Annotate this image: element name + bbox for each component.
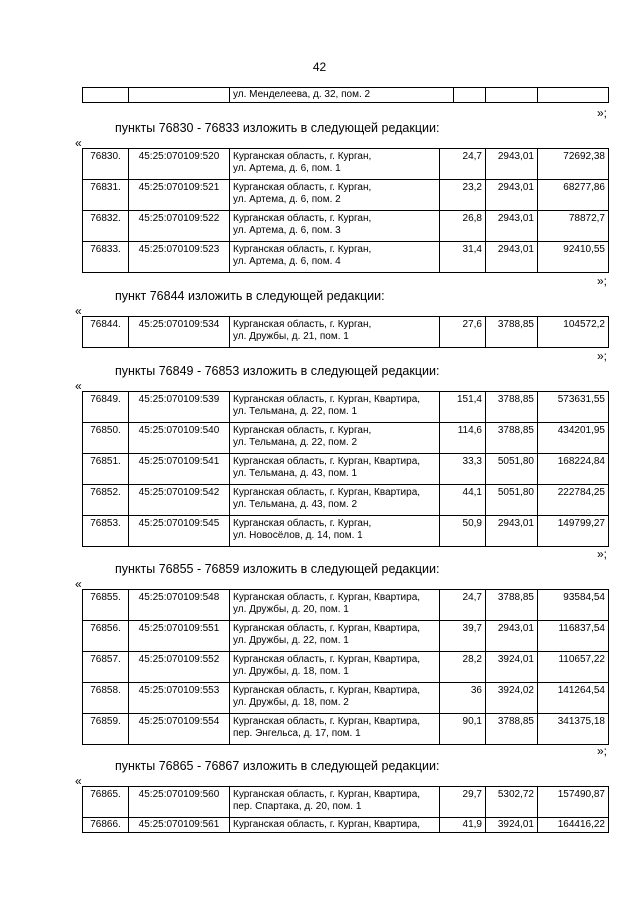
address-line-1: Курганская область, г. Курган,	[233, 213, 372, 224]
cell-total: 68277,86	[538, 180, 609, 211]
cell-area: 23,2	[440, 180, 486, 211]
cell-address	[230, 149, 440, 180]
table-row	[83, 317, 609, 348]
cell-address	[230, 317, 440, 348]
cell-address	[230, 683, 440, 714]
address-line-2: ул. Дружбы, д. 22, пом. 1	[233, 635, 349, 646]
page-number: 42	[312, 60, 327, 74]
cell-cad: 45:25:070109:553	[129, 683, 230, 714]
cell-total: 149799,27	[538, 516, 609, 547]
table-row	[83, 621, 609, 652]
address-line-1: Курганская область, г. Курган,	[233, 319, 372, 330]
cell-area: 29,7	[440, 787, 486, 818]
table-row	[83, 454, 609, 485]
cell-cad: 45:25:070109:554	[129, 714, 230, 745]
opening-quote: «	[75, 136, 82, 150]
cell-area: 44,1	[440, 485, 486, 516]
cell-num: 76858.	[83, 683, 129, 714]
address-line-1: Курганская область, г. Курган, Квартира,	[233, 789, 421, 800]
cell-num	[83, 88, 129, 103]
cell-area: 36	[440, 683, 486, 714]
cell-num: 76853.	[83, 516, 129, 547]
cell-price	[486, 88, 538, 103]
cell-area: 151,4	[440, 392, 486, 423]
cell-address	[230, 242, 440, 273]
cell-total: 92410,55	[538, 242, 609, 273]
section-heading: пункты 76830 - 76833 изложить в следующей редакции:	[115, 121, 440, 135]
closing-quote: »;	[597, 349, 608, 363]
address-line-2: ул. Тельмана, д. 43, пом. 1	[233, 468, 358, 479]
cell-price: 3788,85	[486, 317, 538, 348]
cell-price: 3924,01	[486, 818, 538, 833]
address-line-2: ул. Тельмана, д. 22, пом. 2	[233, 437, 358, 448]
cell-cad: 45:25:070109:523	[129, 242, 230, 273]
address-line-2: ул. Дружбы, д. 18, пом. 2	[233, 697, 349, 708]
address-line-1: Курганская область, г. Курган,	[233, 182, 372, 193]
cell-total: 78872,7	[538, 211, 609, 242]
table-row	[83, 590, 609, 621]
cell-num: 76859.	[83, 714, 129, 745]
section-heading: пункт 76844 изложить в следующей редакции:	[115, 289, 385, 303]
cell-num: 76852.	[83, 485, 129, 516]
cell-cad: 45:25:070109:539	[129, 392, 230, 423]
cell-address	[230, 180, 440, 211]
address-line-1: Курганская область, г. Курган, Квартира,	[233, 819, 421, 830]
section-heading: пункты 76849 - 76853 изложить в следующей редакции:	[115, 364, 440, 378]
cell-cad: 45:25:070109:521	[129, 180, 230, 211]
table-section-1	[82, 148, 609, 273]
opening-quote: «	[75, 304, 82, 318]
closing-quote: »;	[597, 547, 608, 561]
table-row	[83, 714, 609, 745]
cell-num: 76832.	[83, 211, 129, 242]
cell-address	[230, 818, 440, 833]
cell-cad: 45:25:070109:561	[129, 818, 230, 833]
cell-price: 2943,01	[486, 180, 538, 211]
cell-price: 3788,85	[486, 392, 538, 423]
cell-cad: 45:25:070109:552	[129, 652, 230, 683]
cell-address	[230, 787, 440, 818]
cell-num: 76851.	[83, 454, 129, 485]
cell-price: 3788,85	[486, 714, 538, 745]
table-row	[83, 652, 609, 683]
address-line-2: ул. Артема, д. 6, пом. 1	[233, 163, 341, 174]
cell-total: 104572,2	[538, 317, 609, 348]
cell-area: 31,4	[440, 242, 486, 273]
cell-area: 114,6	[440, 423, 486, 454]
table-row	[83, 88, 609, 103]
cell-total: 72692,38	[538, 149, 609, 180]
address-line-1: Курганская область, г. Курган, Квартира,	[233, 685, 421, 696]
address-line-1: Курганская область, г. Курган, Квартира,	[233, 716, 421, 727]
cell-address	[230, 652, 440, 683]
cell-cad: 45:25:070109:534	[129, 317, 230, 348]
cell-num: 76849.	[83, 392, 129, 423]
cell-num: 76866.	[83, 818, 129, 833]
cell-area: 26,8	[440, 211, 486, 242]
table-section-2	[82, 316, 609, 348]
address-line-2: ул. Тельмана, д. 43, пом. 2	[233, 499, 358, 510]
address-line-2: ул. Артема, д. 6, пом. 2	[233, 194, 341, 205]
cell-address	[230, 516, 440, 547]
address-line-2: ул. Дружбы, д. 18, пом. 1	[233, 666, 349, 677]
address-line-2: ул. Дружбы, д. 20, пом. 1	[233, 604, 349, 615]
cell-cad: 45:25:070109:551	[129, 621, 230, 652]
cell-cad: 45:25:070109:560	[129, 787, 230, 818]
table-section-4	[82, 589, 609, 745]
cell-cad: 45:25:070109:548	[129, 590, 230, 621]
table-row	[83, 423, 609, 454]
cell-total: 341375,18	[538, 714, 609, 745]
section-heading: пункты 76855 - 76859 изложить в следующей редакции:	[115, 562, 440, 576]
cell-total: 434201,95	[538, 423, 609, 454]
table-row	[83, 242, 609, 273]
cell-area: 50,9	[440, 516, 486, 547]
cell-price: 2943,01	[486, 242, 538, 273]
address-line-1: Курганская область, г. Курган,	[233, 518, 372, 529]
cell-price: 2943,01	[486, 621, 538, 652]
cell-area	[454, 88, 486, 103]
address-line-2: пер. Спартака, д. 20, пом. 1	[233, 801, 362, 812]
table-section-3	[82, 391, 609, 547]
cell-total: 93584,54	[538, 590, 609, 621]
cell-address	[230, 621, 440, 652]
cell-cad: 45:25:070109:540	[129, 423, 230, 454]
cell-address	[230, 454, 440, 485]
table-row	[83, 516, 609, 547]
cell-cad	[129, 88, 230, 103]
cell-total: 168224,84	[538, 454, 609, 485]
cell-num: 76856.	[83, 621, 129, 652]
address-line-1: Курганская область, г. Курган,	[233, 244, 372, 255]
cell-total: 222784,25	[538, 485, 609, 516]
opening-quote: «	[75, 577, 82, 591]
cell-num: 76857.	[83, 652, 129, 683]
table-row	[83, 180, 609, 211]
cell-area: 27,6	[440, 317, 486, 348]
table-row	[83, 683, 609, 714]
cell-total: 116837,54	[538, 621, 609, 652]
address-line-2: ул. Артема, д. 6, пом. 3	[233, 225, 341, 236]
cell-area: 24,7	[440, 149, 486, 180]
cell-cad: 45:25:070109:542	[129, 485, 230, 516]
cell-price: 3788,85	[486, 423, 538, 454]
cell-price: 3788,85	[486, 590, 538, 621]
address-line-2: ул. Новосёлов, д. 14, пом. 1	[233, 530, 363, 541]
address-line-1: Курганская область, г. Курган, Квартира,	[233, 487, 421, 498]
opening-quote: «	[75, 774, 82, 788]
cell-total: 157490,87	[538, 787, 609, 818]
address-line-2: ул. Артема, д. 6, пом. 4	[233, 256, 341, 267]
address-line-2: ул. Тельмана, д. 22, пом. 1	[233, 406, 358, 417]
table-row	[83, 818, 609, 833]
address-line-1: Курганская область, г. Курган, Квартира,	[233, 456, 421, 467]
cell-address	[230, 392, 440, 423]
cell-address	[230, 211, 440, 242]
table-row	[83, 787, 609, 818]
table-row	[83, 485, 609, 516]
closing-quote: »;	[597, 744, 608, 758]
cell-num: 76865.	[83, 787, 129, 818]
address-line-1: Курганская область, г. Курган, Квартира,	[233, 592, 421, 603]
cell-area: 41,9	[440, 818, 486, 833]
cell-num: 76850.	[83, 423, 129, 454]
table-section-5	[82, 786, 609, 833]
cell-cad: 45:25:070109:541	[129, 454, 230, 485]
section-heading: пункты 76865 - 76867 изложить в следующей редакции:	[115, 759, 440, 773]
cell-total	[538, 88, 609, 103]
cell-total: 573631,55	[538, 392, 609, 423]
cell-address: ул. Менделеева, д. 32, пом. 2	[230, 88, 454, 103]
address-line-2: пер. Энгельса, д. 17, пом. 1	[233, 728, 361, 739]
address-line-1: Курганская область, г. Курган, Квартира,	[233, 394, 421, 405]
cell-cad: 45:25:070109:522	[129, 211, 230, 242]
cell-area: 24,7	[440, 590, 486, 621]
cell-num: 76844.	[83, 317, 129, 348]
cell-price: 3924,01	[486, 652, 538, 683]
cell-total: 141264,54	[538, 683, 609, 714]
cell-address	[230, 590, 440, 621]
address-line-1: Курганская область, г. Курган, Квартира,	[233, 623, 421, 634]
cell-address	[230, 485, 440, 516]
address-line-1: Курганская область, г. Курган, Квартира,	[233, 654, 421, 665]
cell-price: 5302,72	[486, 787, 538, 818]
cell-total: 110657,22	[538, 652, 609, 683]
address-line-2: ул. Дружбы, д. 21, пом. 1	[233, 331, 349, 342]
cell-num: 76830.	[83, 149, 129, 180]
table-row	[83, 392, 609, 423]
table-fragment	[82, 87, 609, 103]
closing-quote: »;	[597, 106, 608, 120]
cell-num: 76831.	[83, 180, 129, 211]
cell-price: 2943,01	[486, 516, 538, 547]
cell-cad: 45:25:070109:520	[129, 149, 230, 180]
cell-price: 5051,80	[486, 485, 538, 516]
cell-area: 39,7	[440, 621, 486, 652]
cell-price: 2943,01	[486, 149, 538, 180]
opening-quote: «	[75, 379, 82, 393]
cell-area: 28,2	[440, 652, 486, 683]
table-row	[83, 211, 609, 242]
cell-total: 164416,22	[538, 818, 609, 833]
cell-address	[230, 714, 440, 745]
cell-num: 76855.	[83, 590, 129, 621]
address-line-1: Курганская область, г. Курган,	[233, 151, 372, 162]
cell-price: 5051,80	[486, 454, 538, 485]
cell-area: 90,1	[440, 714, 486, 745]
cell-address	[230, 423, 440, 454]
cell-area: 33,3	[440, 454, 486, 485]
cell-cad: 45:25:070109:545	[129, 516, 230, 547]
address-line-1: Курганская область, г. Курган,	[233, 425, 372, 436]
closing-quote: »;	[597, 274, 608, 288]
cell-price: 2943,01	[486, 211, 538, 242]
cell-num: 76833.	[83, 242, 129, 273]
cell-price: 3924,02	[486, 683, 538, 714]
table-row	[83, 149, 609, 180]
